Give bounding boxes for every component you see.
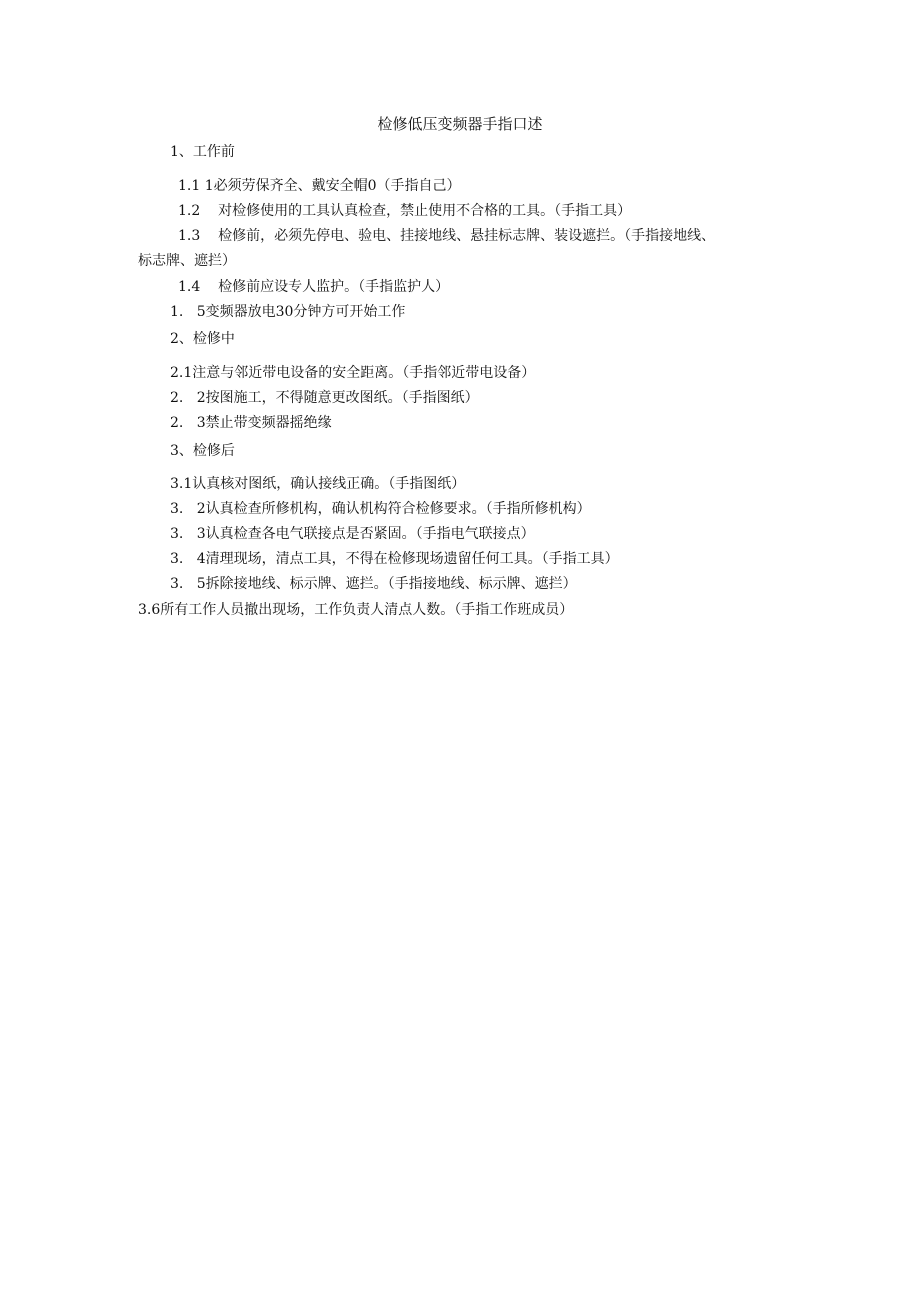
list-item: 3. 5拆除接地线、标示牌、遮拦。（手指接地线、标示牌、遮拦） — [170, 576, 577, 592]
list-item: 3. 4清理现场，清点工具，不得在检修现场遗留任何工具。（手指工具） — [170, 551, 619, 567]
list-item: 2. 2按图施工，不得随意更改图纸。（手指图纸） — [170, 390, 479, 406]
list-item-continuation: 标志牌、遮拦） — [138, 253, 236, 269]
section-heading-before-work: 1、工作前 — [170, 144, 235, 160]
list-item: 3. 3认真检查各电气联接点是否紧固。（手指电气联接点） — [170, 526, 535, 542]
list-item: 1.3 检修前，必须先停电、验电、挂接地线、悬挂标志牌、装设遮拦。（手指接地线、 — [178, 228, 716, 244]
document-title: 检修低压变频器手指口述 — [377, 115, 543, 133]
list-item: 1.2 对检修使用的工具认真检查，禁止使用不合格的工具。（手指工具） — [178, 203, 632, 219]
list-item: 3.1认真核对图纸，确认接线正确。（手指图纸） — [170, 476, 466, 492]
list-item: 2.1注意与邻近带电设备的安全距离。（手指邻近带电设备） — [170, 365, 536, 381]
list-item: 2. 3禁止带变频器摇绝缘 — [170, 415, 332, 431]
section-heading-during-repair: 2、检修中 — [170, 331, 235, 347]
list-item: 1.1 1必须劳保齐全、戴安全帽0（手指自己） — [178, 178, 461, 194]
list-item: 1. 5变频器放电30分钟方可开始工作 — [170, 304, 406, 320]
section-heading-after-repair: 3、检修后 — [170, 443, 235, 459]
list-item: 1.4 检修前应设专人监护。（手指监护人） — [178, 279, 450, 295]
list-item: 3. 2认真检查所修机构，确认机构符合检修要求。（手指所修机构） — [170, 501, 591, 517]
list-item: 3.6所有工作人员撤出现场，工作负责人清点人数。（手指工作班成员） — [138, 602, 574, 618]
